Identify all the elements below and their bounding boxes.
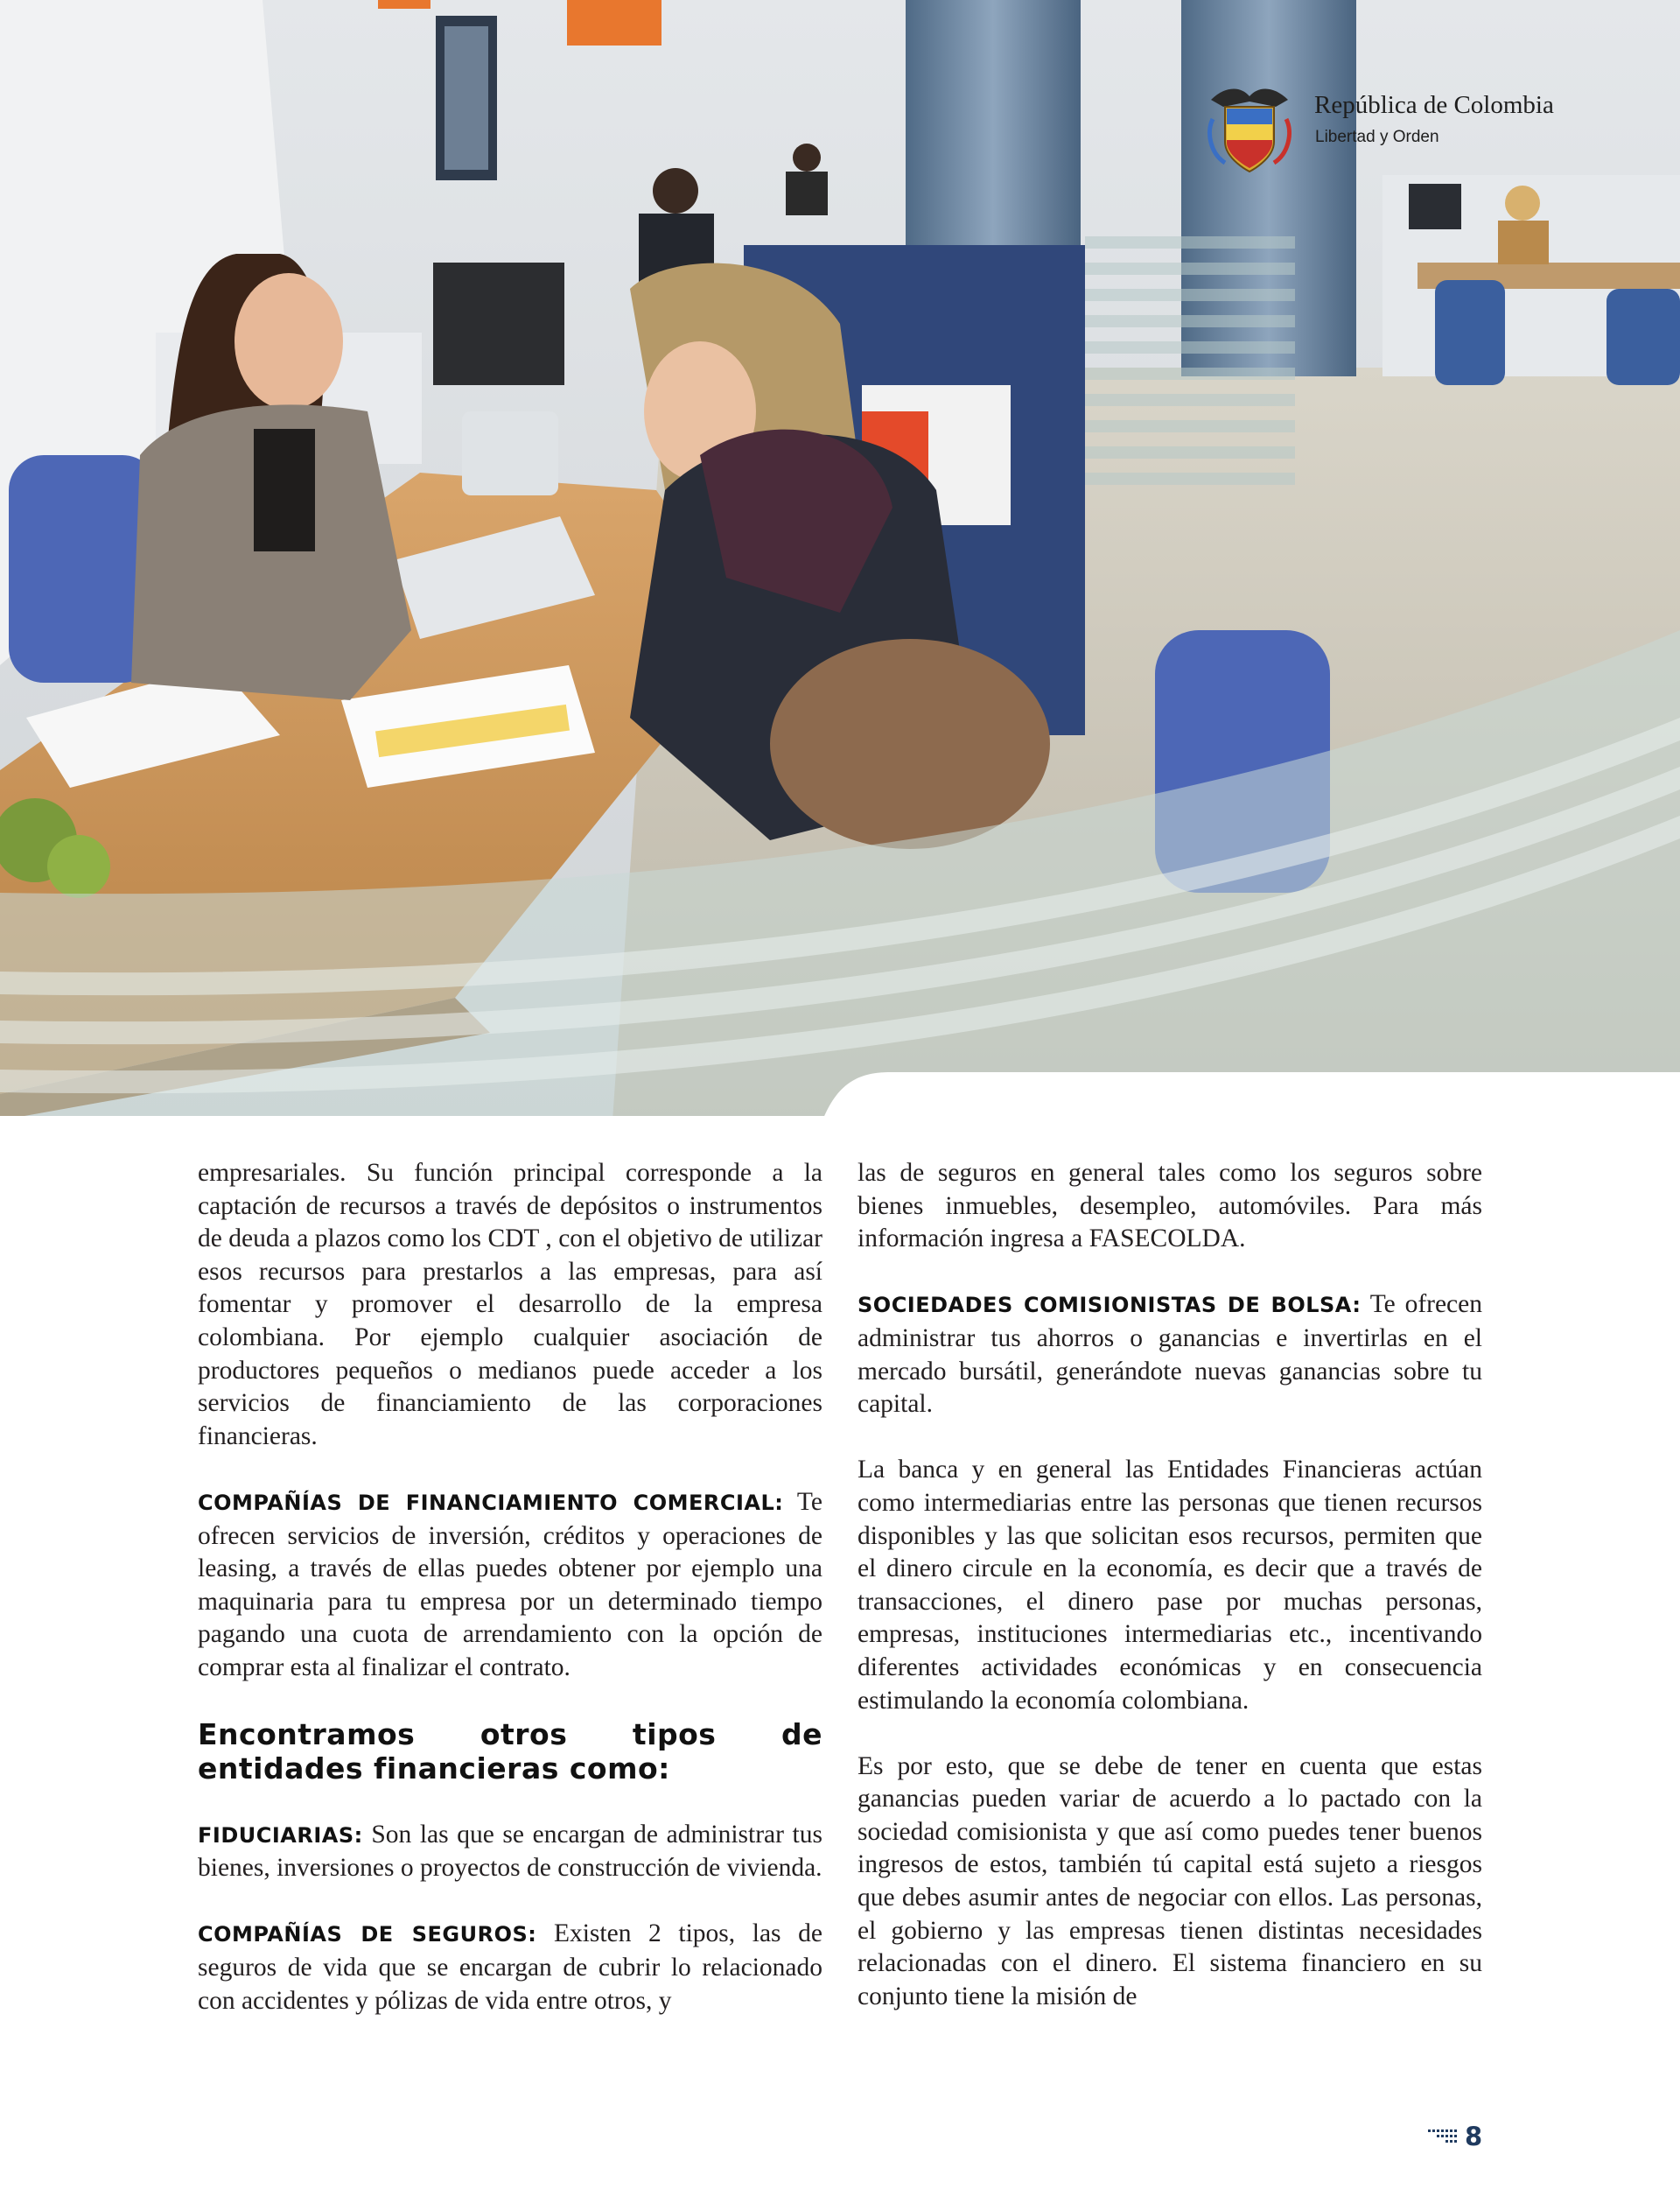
seguros-label: COMPAÑÍAS DE SEGUROS: <box>198 1922 537 1947</box>
fiduciarias-text: Son las que se encargan de administrar tus bienes, inversiones o proyectos de construcción de vivienda. <box>198 1820 822 1883</box>
fiduciarias-label: FIDUCIARIAS: <box>198 1822 363 1848</box>
fiduciarias-paragraph <box>198 1819 822 1885</box>
cfc-paragraph <box>198 1486 822 1685</box>
scb-paragraph <box>858 1288 1482 1421</box>
seguros-paragraph <box>198 1918 822 2017</box>
brand-motto: Libertad y Orden <box>1315 128 1439 146</box>
dots-decoration-icon <box>1428 2128 1458 2145</box>
left-column <box>198 1157 822 2051</box>
banca-paragraph: La banca y en general las Entidades Financieras actúan como intermediarias entre las personas que tienen recursos disponibles y las que solicitan esos recursos, permiten que el dinero circule en la economía, es decir que a través de transacciones, el dinero pase por muchas personas, empresas, instituciones intermediarias etc., incentivando diferentes actividades económicas y en consecuencia estimulando la economía colombiana. <box>858 1456 1482 1715</box>
intro-paragraph: empresariales. Su función principal corresponde a la captación de recursos a través de depósitos o instrumentos de deuda a plazos como los CDT , con el objetivo de utilizar esos recursos para prestarlos a las empresas, para así fomentar y promover el desarrollo de la empresa colombiana. Por ejemplo cualquier asociación de productores pequeños o medianos puede acceder a los servicios de financiamiento de las corporaciones financieras. <box>198 1159 822 1450</box>
page-number-value: 8 <box>1465 2122 1483 2151</box>
cfc-text: Te ofrecen servicios de inversión, créditos y operaciones de leasing, a través de ellas puedes obtener por ejemplo una maquinaria para tu empresa por un determinado tiempo pagando una cuota de arrendamiento con la opción de comprar esta al finalizar el contrato. <box>198 1487 822 1681</box>
section-heading: Encontramos otros tipos de entidades financieras como: <box>198 1717 822 1786</box>
cfc-label: COMPAÑÍAS DE FINANCIAMIENTO COMERCIAL: <box>198 1490 784 1515</box>
scb-label: SOCIEDADES COMISIONISTAS DE BOLSA: <box>858 1293 1362 1318</box>
page-number <box>1428 2122 1482 2151</box>
seguros-continuation: las de seguros en general tales como los seguros sobre bienes inmuebles, desempleo, automóviles. Para más información ingresa a FASECOLDA. <box>858 1159 1482 1253</box>
seguros-text: Existen 2 tipos, las de seguros de vida que se encargan de cubrir lo relacionado con accidentes y pólizas de vida entre otros, y <box>198 1919 822 2015</box>
scb-text: Te ofrecen administrar tus ahorros o ganancias e invertirlas en el mercado bursátil, generándote nuevas ganancias sobre tu capital. <box>858 1290 1482 1419</box>
coat-of-arms-icon <box>1206 81 1293 177</box>
right-column <box>858 1157 1482 2046</box>
esto-paragraph: Es por esto, que se debe de tener en cuenta que estas ganancias pueden variar de acuerdo a lo pactado con la sociedad comisionista y que así como puedes tener buenos ingresos de estos, también tú capital está sujeto a riesgos que debes asumir antes de negociar con ellos. Las personas, el gobierno y las empresas tienen distintas necesidades relacionadas con el dinero. El sistema financiero en su conjunto tiene la misión de <box>858 1751 1482 2010</box>
brand-country: República de Colombia <box>1314 91 1554 119</box>
